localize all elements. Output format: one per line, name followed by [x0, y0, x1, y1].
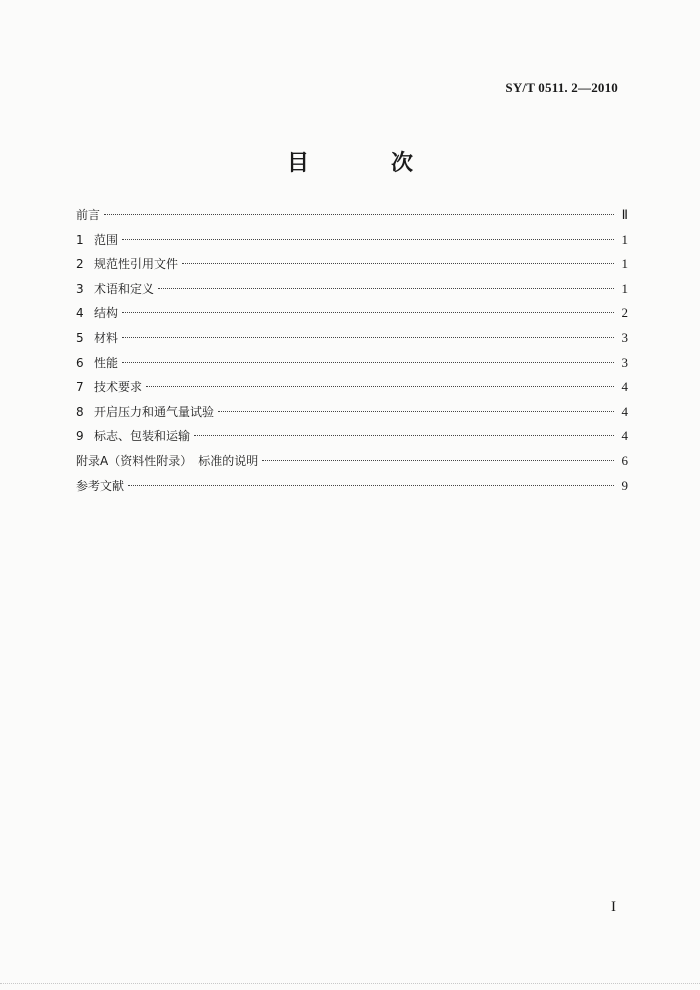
toc-entry-6[interactable]	[76, 354, 628, 379]
toc-entry-7[interactable]	[76, 378, 628, 403]
toc-entry-3[interactable]	[76, 280, 628, 305]
toc-entry-2[interactable]	[76, 255, 628, 280]
standard-number: SY/T 0511. 2—2010	[505, 80, 618, 95]
toc-page: 1	[621, 256, 628, 272]
toc-entry-4[interactable]	[76, 304, 628, 329]
toc-page: 9	[621, 477, 628, 493]
toc-number: 1	[76, 232, 84, 247]
toc-label: 技术要求	[94, 380, 143, 395]
page-number: I	[611, 899, 616, 915]
toc-number: 9	[76, 429, 84, 444]
toc-leader	[122, 337, 614, 338]
toc-label: 开启压力和通气量试验	[94, 404, 215, 419]
toc-label: 标志、包装和运输	[94, 429, 191, 444]
toc-page: 4	[621, 403, 628, 419]
toc-entry-bibliography[interactable]	[76, 477, 628, 502]
toc-label: 材料	[94, 330, 119, 345]
scan-edge-divider	[0, 983, 700, 984]
toc-page: 2	[621, 305, 628, 321]
toc-entry-9[interactable]	[76, 427, 628, 452]
toc-number: 6	[76, 355, 84, 370]
toc-label: 术语和定义	[94, 281, 155, 296]
toc-leader	[122, 239, 614, 240]
toc-number: 2	[76, 257, 84, 272]
toc-page: 4	[621, 428, 628, 444]
toc-leader	[146, 386, 614, 387]
toc-entry-appendix-a[interactable]	[76, 452, 628, 477]
toc-label: 前言	[76, 208, 101, 222]
toc-entry-8[interactable]	[76, 403, 628, 428]
toc-label: 附录A（资料性附录） 标准的说明	[76, 453, 259, 468]
toc-page: Ⅱ	[621, 207, 628, 222]
toc-label: 范围	[94, 232, 119, 247]
toc-entry-foreword[interactable]	[76, 206, 628, 231]
toc-leader	[182, 263, 614, 264]
toc-number: 3	[76, 281, 84, 296]
toc-entry-1[interactable]	[76, 231, 628, 256]
toc-leader	[122, 362, 614, 363]
toc-leader	[194, 435, 614, 436]
toc-page: 3	[621, 354, 628, 370]
toc-label: 性能	[94, 355, 119, 370]
toc-number: 4	[76, 306, 84, 321]
toc-leader	[104, 214, 614, 215]
page-title: 目 次	[286, 151, 443, 176]
table-of-contents	[76, 206, 628, 501]
toc-number: 5	[76, 330, 84, 345]
toc-leader	[122, 312, 614, 313]
toc-entry-5[interactable]	[76, 329, 628, 354]
toc-label: 规范性引用文件	[94, 257, 179, 272]
toc-page: 4	[621, 379, 628, 395]
toc-page: 3	[621, 329, 628, 345]
toc-leader	[262, 460, 614, 461]
toc-number: 8	[76, 404, 84, 419]
toc-leader	[128, 485, 614, 486]
toc-page: 1	[621, 231, 628, 247]
toc-label: 参考文献	[76, 478, 125, 493]
toc-page: 6	[621, 452, 628, 468]
toc-page: 1	[621, 280, 628, 296]
toc-leader	[218, 411, 614, 412]
toc-number: 7	[76, 380, 84, 395]
toc-leader	[158, 288, 614, 289]
toc-label: 结构	[94, 306, 119, 321]
